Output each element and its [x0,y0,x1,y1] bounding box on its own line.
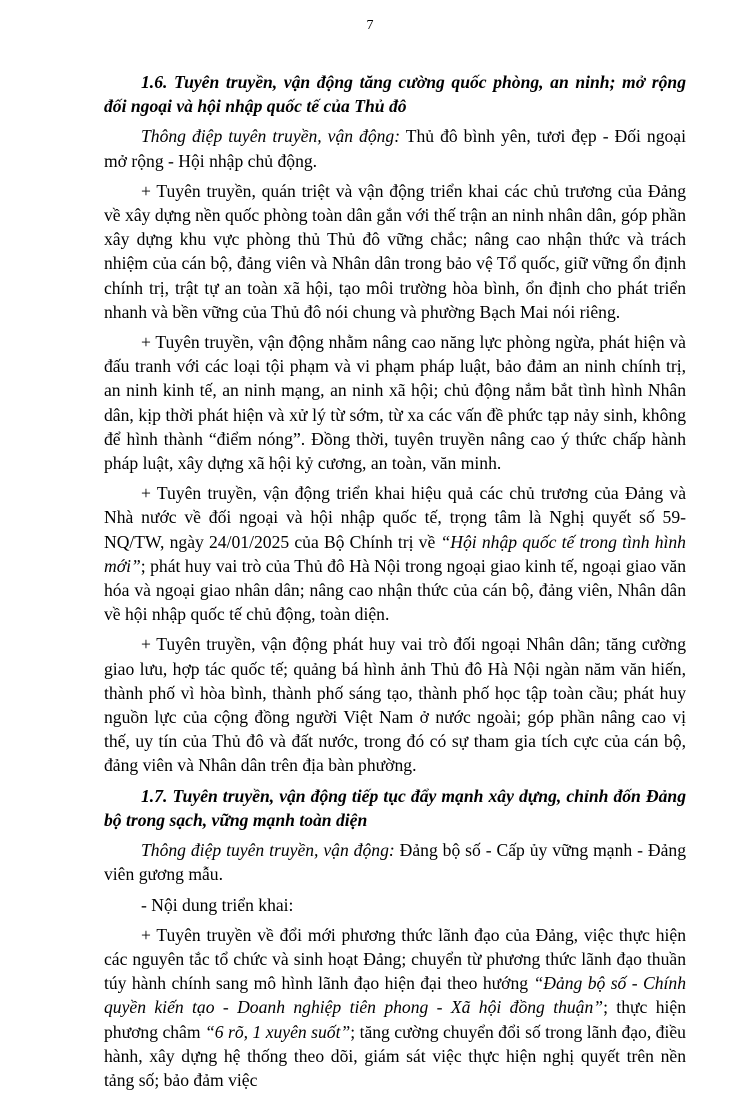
text-run: ; thực hiện phương châm [104,997,686,1042]
message-label: Thông điệp tuyên truyền, vận động: [141,126,401,147]
message-label: Thông điệp tuyên truyền, vận động: [141,840,395,861]
bullet-paragraph: + Tuyên truyền, vận động nhằm nâng cao năng lực phòng ngừa, phát hiện và đấu tranh với các loại tội phạm và vi phạm pháp luật, bảo đảm an ninh chính trị, an ninh kinh tế, an ninh mạng, an ninh xã hội; chủ động nắm bắt tình hình Nhân dân, kịp thời phát hiện và xử lý từ sớm, từ xa các vấn đề phức tạp nảy sinh, không để hình thành “điểm nóng”. Đồng thời, tuyên truyền nâng cao ý thức chấp hành pháp luật, xây dựng xã hội kỷ cương, an toàn, văn minh. [104,332,686,474]
message-text: Thủ đô bình yên, tươi đẹp - Đối ngoại mở rộng - Hội nhập chủ động. [104,126,687,171]
text-run: + Tuyên truyền về đổi mới phương thức lãnh đạo của Đảng, việc thực hiện các nguyên tắc tổ chức và sinh hoạt Đảng; chuyển từ phương thức lãnh đạo thuần túy hành chính sang mô hình lãnh đạo hiện đại theo hướng [104,924,686,994]
content-label: - Nội dung triển khai: [141,894,294,915]
quoted-slogan: “Đảng bộ số - Chính quyền kiến tạo - Doanh nghiệp tiên phong - Xã hội đồng thuận” [104,973,686,1018]
message-paragraph [104,838,686,886]
message-paragraph [104,124,686,172]
section-heading: 1.7. Tuyên truyền, vận động tiếp tục đẩy mạnh xây dựng, chỉnh đốn Đảng bộ trong sạch, vững mạnh toàn diện [104,785,686,830]
bullet-paragraph [104,923,686,1092]
text-run: ; tăng cường chuyển đổi số trong lãnh đạo, điều hành, xây dựng hệ thống theo dõi, giám sát việc thực hiện nghị quyết trên nền tảng số; bảo đảm việc [104,1021,686,1090]
quoted-motto: “6 rõ, 1 xuyên suốt” [204,1021,351,1042]
bullet-paragraph: + Tuyên truyền, quán triệt và vận động triển khai các chủ trương của Đảng về xây dựng nền quốc phòng toàn dân gắn với thế trận an ninh nhân dân, góp phần xây dựng khu vực phòng thủ Thủ đô vững chắc; nâng cao nhận thức và trách nhiệm của cán bộ, đảng viên và Nhân dân trong bảo vệ Tổ quốc, giữ vững ổn định chính trị, trật tự an toàn xã hội, tạo môi trường hòa bình, ổn định cho phát triển nhanh và bền vững của Thủ đô nói chung và phường Bạch Mai nói riêng. [104,180,686,322]
bullet-paragraph: + Tuyên truyền, vận động phát huy vai trò đối ngoại Nhân dân; tăng cường giao lưu, hợp tác quốc tế; quảng bá hình ảnh Thủ đô Hà Nội ngàn năm văn hiến, thành phố vì hòa bình, thành phố sáng tạo, thành phố học tập toàn cầu; phát huy nguồn lực của cộng đồng người Việt Nam ở nước ngoài; góp phần nâng cao vị thế, uy tín của Thủ đô và đất nước, trong đó có sự tham gia tích cực của cán bộ, đảng viên và Nhân dân trên địa bàn phường. [104,634,686,776]
quoted-title: “Hội nhập quốc tế trong tình hình mới” [104,531,686,576]
bullet-paragraph [104,481,686,626]
document-body [104,70,686,1098]
text-run: ; phát huy vai trò của Thủ đô Hà Nội trong ngoại giao kinh tế, ngoại giao văn hóa và ngoại giao nhân dân; nâng cao nhận thức của cán bộ, đảng viên, Nhân dân về hội nhập quốc tế chủ động, toàn diện. [104,555,686,625]
text-run: + Tuyên truyền, vận động triển khai hiệu quả các chủ trương của Đảng và Nhà nước về đối ngoại và hội nhập quốc tế, trọng tâm là Nghị quyết số 59-NQ/TW, ngày 24/01/2025 của Bộ Chính trị về [104,483,686,552]
page-number: 7 [366,18,374,33]
message-text: Đảng bộ số - Cấp ủy vững mạnh - Đảng viên gương mẫu. [104,840,686,885]
section-heading: 1.6. Tuyên truyền, vận động tăng cường quốc phòng, an ninh; mở rộng đối ngoại và hội nhập quốc tế của Thủ đô [104,72,686,117]
